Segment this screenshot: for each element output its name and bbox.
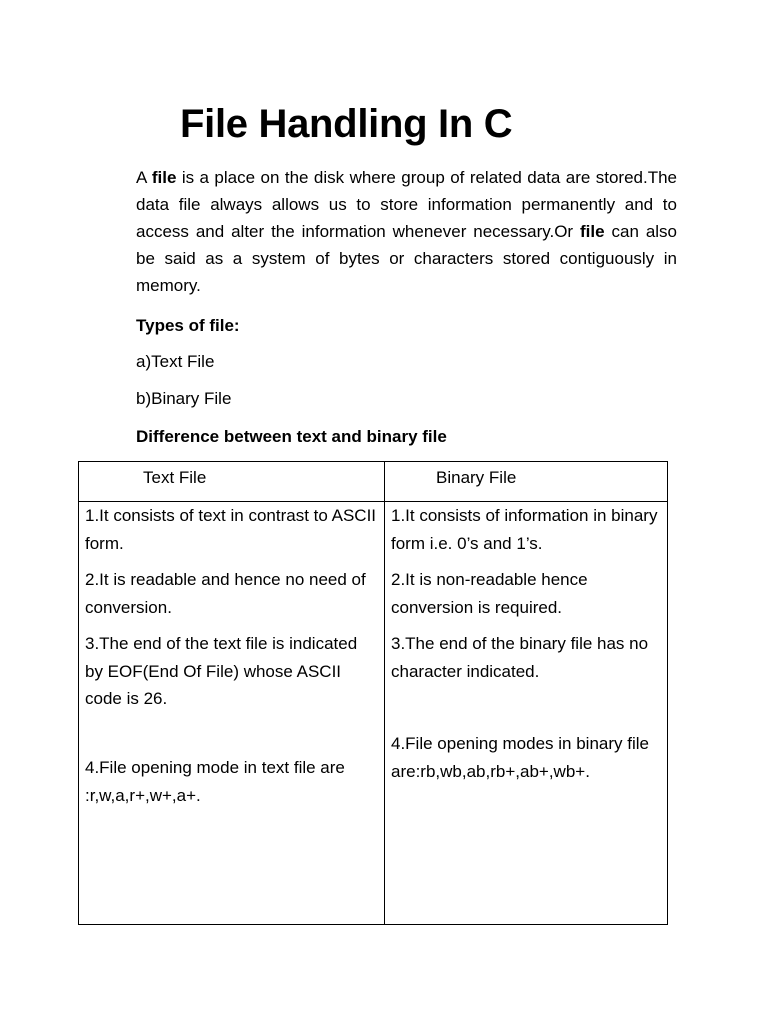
table-cell: 4.File opening modes in binary file are:rb,wb,ab,rb+,ab+,wb+.: [385, 730, 668, 925]
intro-text-2: is a place on the disk where group of related data are stored.The data file always allows us to store information permanently and to access and alter the information whenever necessary.Or: [136, 168, 678, 241]
table-row: [79, 630, 668, 730]
table-cell: 3.The end of the binary file has no character indicated.: [385, 630, 668, 730]
types-heading: Types of file:: [136, 316, 240, 335]
table-cell: 3.The end of the text file is indicated by EOF(End Of File) whose ASCII code is 26.: [79, 630, 385, 730]
intro-paragraph: [136, 164, 677, 299]
table-cell: 4.File opening mode in text file are :r,w,a,r+,w+,a+.: [79, 730, 385, 925]
table-row: [79, 730, 668, 925]
intro-text-3: can also be said as a system of bytes or characters stored contiguously in memory.: [136, 222, 678, 295]
table-header-text-file: Text File: [79, 462, 385, 502]
table-cell: 1.It consists of information in binary form i.e. 0’s and 1’s.: [385, 502, 668, 567]
difference-table: [78, 461, 668, 925]
table-cell: 1.It consists of text in contrast to ASCII form.: [79, 502, 385, 567]
table-cell: 2.It is readable and hence no need of conversion.: [79, 566, 385, 630]
difference-heading: Difference between text and binary file: [136, 427, 447, 446]
table-header-binary-file: Binary File: [385, 462, 668, 502]
intro-text-1: A: [136, 168, 152, 187]
type-item-text-file: a)Text File: [136, 352, 215, 371]
intro-bold-file-1: file: [151, 168, 177, 187]
table-cell: 2.It is non-readable hence conversion is required.: [385, 566, 668, 630]
table-row: [79, 566, 668, 630]
type-item-binary-file: b)Binary File: [136, 389, 232, 408]
intro-bold-file-2: file: [580, 222, 605, 241]
table-header-row: [79, 462, 668, 502]
table-row: [79, 502, 668, 567]
document-title: File Handling In C: [180, 102, 513, 146]
